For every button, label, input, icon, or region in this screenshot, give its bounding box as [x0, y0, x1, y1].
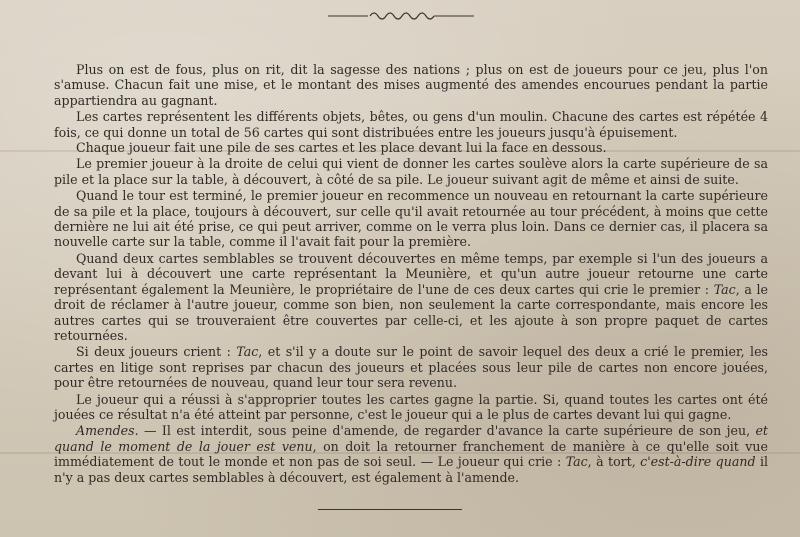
paragraph-fines [54, 423, 768, 485]
paragraph-text: Chaque joueur fait une pile de ses cartes et les place devant lui la face en dessous. [76, 140, 607, 156]
paragraph-cards [54, 109, 768, 140]
paragraph-doubt [54, 344, 768, 390]
paragraph-text: Quand le tour est terminé, le premier joueur en recommence un nouveau en retournant la carte supérieure de sa pile et la place, toujours à découvert, sur celle qu'il avait retournée au tour précédent, à moins que cette dernière ne lui ait été prise, ce qui peut arriver, comme on le verra plus loin. Dans ce dernier cas, il placera sa nouvelle carte sur la table, comme il l'avait fait pour la première. [54, 188, 768, 250]
tac-emphasis: Tac [713, 281, 736, 297]
paragraph-text: Plus on est de fous, plus on rit, dit la sagesse des nations ; plus on est de joueurs pour ce jeu, plus l'on s'amuse. Chacun fait une mise, et le montant des mises augmenté des amendes encourues pendant la partie appartiendra au gagnant. [54, 62, 768, 108]
paragraph-text: Les cartes représentent les différents objets, bêtes, ou gens d'un moulin. Chacune des cartes est répétée 4 fois, ce qui donne un total de 56 cartes qui sont distribuées entre les joueurs jusqu'à épuisement. [54, 109, 768, 140]
paragraph-text: , et s'il y a doute sur le point de savoir lequel des deux a crié le premier, les cartes en litige sont reprises par chacun des joueurs et placées sous leur pile de cartes non encore jouées, pour être retournées de nouveau, quand leur tour sera revenu. [54, 344, 768, 391]
closing-rule [318, 509, 462, 510]
paragraph-pile [54, 140, 768, 155]
paragraph-winner [54, 392, 768, 423]
italic-phrase: c'est-à-dire quand [640, 454, 756, 470]
decorative-ornament-icon [328, 8, 474, 24]
paragraph-text: — Il est interdit, sous peine d'amende, de regarder d'avance la carte supérieure de son jeu, [138, 423, 756, 439]
paragraph-text: , a le droit de réclamer à l'autre joueur, comme son bien, non seulement la carte correspondante, mais encore les autres cartes qui se trouveraient être couvertes par celle-ci, et les ajoute à son propre paquet de cartes retournées. [54, 281, 769, 343]
italic-phrase: et quand le moment de la jouer est venu [54, 423, 768, 454]
fines-heading: Amendes. [76, 423, 139, 439]
paragraph-text: Le premier joueur à la droite de celui qui vient de donner les cartes soulève alors la carte supérieure de sa pile et la place sur la table, à découvert, à côté de sa pile. Le joueur suivant agit de même et ainsi de suite. [54, 156, 768, 187]
paragraph-matching-cards [54, 251, 768, 343]
paragraph-text: Le joueur qui a réussi à s'approprier toutes les cartes gagne la partie. Si, quand toutes les cartes ont été jouées ce résultat n'a été atteint par personne, c'est le joueur qui a le plus de cartes devant lui qui gagne. [54, 391, 768, 422]
tac-emphasis: Tac [236, 344, 259, 360]
rules-text [54, 62, 768, 485]
paragraph-text: Quand deux cartes semblables se trouvent découvertes en même temps, par exemple si l'un des joueurs a devant lui à découvert une carte représentant la Meunière, et qu'un autre joueur retourne une carte représentant également la Meunière, le propriétaire de l'une de ces deux cartes qui crie le premier : [54, 250, 768, 297]
paragraph-text: , à tort, [587, 454, 641, 470]
tac-emphasis: Tac [565, 454, 588, 470]
paragraph-text: Si deux joueurs crient : [76, 344, 237, 360]
paragraph-first-player [54, 156, 768, 187]
paragraph-turn [54, 188, 768, 250]
paragraph-intro [54, 62, 768, 108]
paragraph-text: il n'y a pas deux cartes semblables à découvert, est également à l'amende. [54, 454, 769, 485]
paragraph-text: , on doit la retourner franchement de manière à ce qu'elle soit vue immédiatement de tout le monde et non pas de soi seul. — Le joueur qui crie : [54, 438, 768, 470]
